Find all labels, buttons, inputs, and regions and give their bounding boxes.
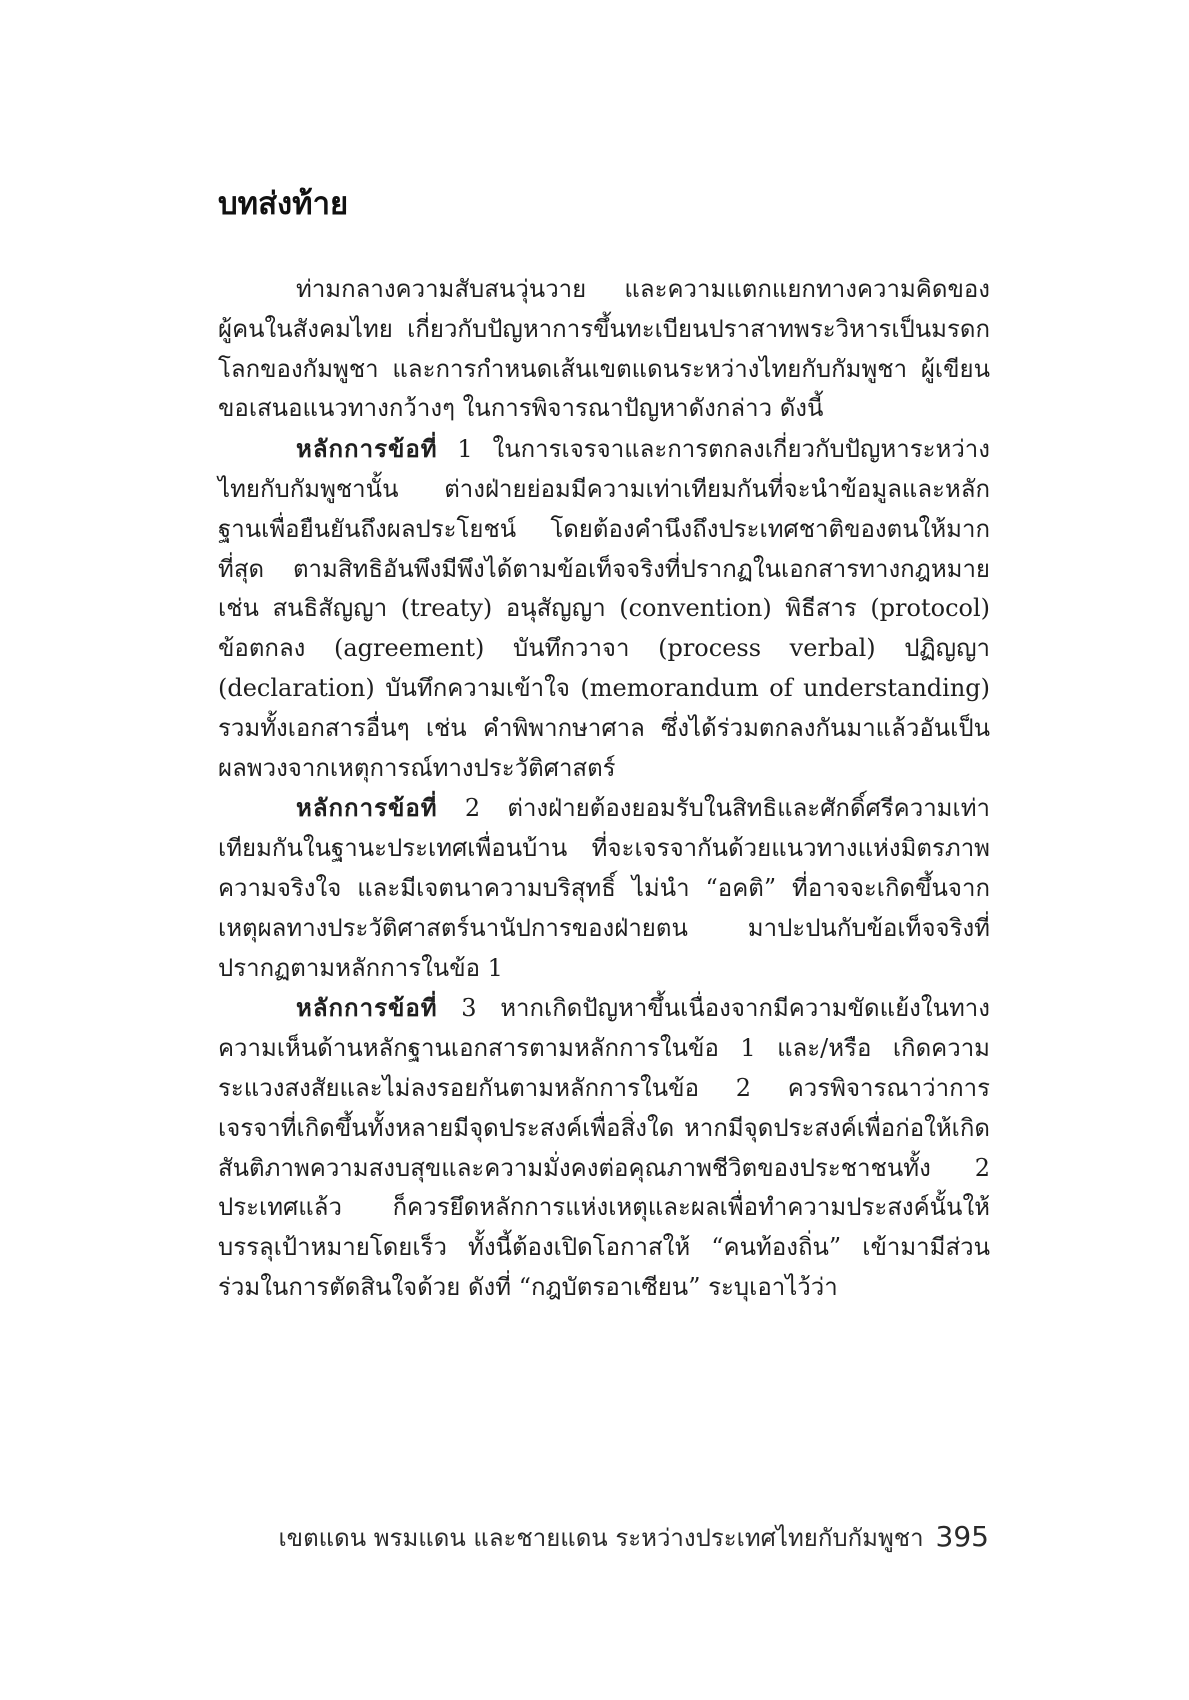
- paragraph-text: 1 ในการเจรจาและการตกลงเกี่ยวกับปัญหาระหว่างไทยกับกัมพูชานั้น ต่างฝ่ายย่อมมีความเท่าเทียมกันที่จะนำข้อมูลและหลักฐานเพื่อยืนยันถึงผลประโยชน์ โดยต้องคำนึงถึงประเทศชาติของตนให้มากที่สุด ตามสิทธิอันพึงมีพึงได้ตามข้อเท็จจริงที่ปรากฏในเอกสารทางกฎหมาย เช่น สนธิสัญญา (treaty) อนุสัญญา (convention) พิธีสาร (protocol) ข้อตกลง (agreement) บันทึกวาจา (process verbal) ปฏิญญา (declaration) บันทึกความเข้าใจ (memorandum of understanding) รวมทั้งเอกสารอื่นๆ เช่น คำพิพากษาศาล ซึ่งได้ร่วมตกลงกันมาแล้วอันเป็นผลพวงจากเหตุการณ์ทางประวัติศาสตร์: [218, 435, 990, 782]
- paragraph-intro: [218, 270, 990, 429]
- paragraph-text: ท่ามกลางความสับสนวุ่นวาย และความแตกแยกทางความคิดของผู้คนในสังคมไทย เกี่ยวกับปัญหาการขึ้นทะเบียนปราสาทพระวิหารเป็นมรดกโลกของกัมพูชา และการกำหนดเส้นเขตแดนระหว่างไทยกับกัมพูชา ผู้เขียนขอเสนอแนวทางกว้างๆ ในการพิจารณาปัญหาดังกล่าว ดังนี้: [218, 275, 990, 423]
- paragraph-text: 2 ต่างฝ่ายต้องยอมรับในสิทธิและศักดิ์ศรีความเท่าเทียมกันในฐานะประเทศเพื่อนบ้าน ที่จะเจรจากันด้วยแนวทางแห่งมิตรภาพ ความจริงใจ และมีเจตนาความบริสุทธิ์ ไม่นำ “อคติ” ที่อาจจะเกิดขึ้นจากเหตุผลทางประวัติศาสตร์นานัปการของฝ่ายตน มาปะปนกับข้อเท็จจริงที่ปรากฏตามหลักการในข้อ 1: [218, 794, 990, 982]
- paragraph-text: 3 หากเกิดปัญหาขึ้นเนื่องจากมีความขัดแย้งในทางความเห็นด้านหลักฐานเอกสารตามหลักการในข้อ 1 และ/หรือ เกิดความระแวงสงสัยและไม่ลงรอยกันตามหลักการในข้อ 2 ควรพิจารณาว่าการเจรจาที่เกิดขึ้นทั้งหลายมีจุดประสงค์เพื่อสิ่งใด หากมีจุดประสงค์เพื่อก่อให้เกิดสันติภาพความสงบสุขและความมั่งคงต่อคุณภาพชีวิตของประชาชนทั้ง 2 ประเทศแล้ว ก็ควรยึดหลักการแห่งเหตุและผลเพื่อทำความประสงค์นั้นให้บรรลุเป้าหมายโดยเร็ว ทั้งนี้ต้องเปิดโอกาสให้ “คนท้องถิ่น” เข้ามามีส่วนร่วมในการตัดสินใจด้วย ดังที่ “กฎบัตรอาเซียน” ระบุเอาไว้ว่า: [218, 994, 990, 1301]
- page-number: 395: [935, 1520, 989, 1553]
- running-title: เขตแดน พรมแดน และชายแดน ระหว่างประเทศไทยกับกัมพูชา: [278, 1524, 924, 1552]
- chapter-heading: บทส่งท้าย: [218, 186, 349, 222]
- paragraph-principle-3: [218, 988, 990, 1307]
- principle-lead: หลักการข้อที่: [296, 434, 438, 464]
- paragraph-principle-2: [218, 788, 990, 988]
- principle-lead: หลักการข้อที่: [296, 793, 438, 823]
- principle-lead: หลักการข้อที่: [296, 993, 438, 1023]
- page-footer: [278, 1518, 989, 1557]
- paragraph-principle-1: [218, 429, 990, 788]
- body-text: [218, 270, 990, 1308]
